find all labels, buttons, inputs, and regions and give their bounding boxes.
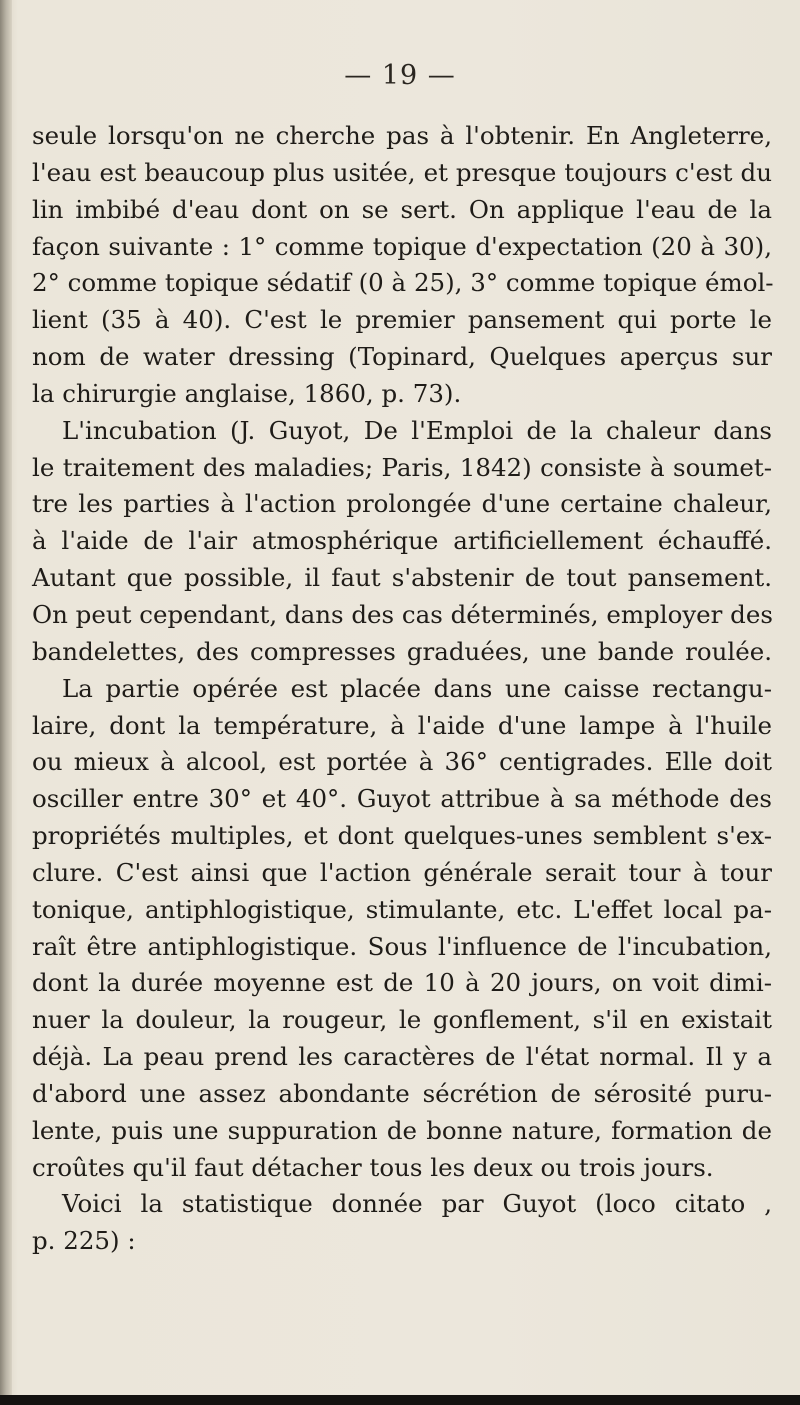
text-line: déjà. La peau prend les caractères de l'état normal. Il y a (32, 1042, 772, 1072)
text-line: le traitement des maladies; Paris, 1842) consiste à soumet- (32, 452, 772, 482)
text-line: Autant que possible, il faut s'abstenir de tout pansement. (32, 563, 772, 593)
text-line: La partie opérée est placée dans une caisse rectangu- (62, 673, 772, 703)
text-line: dont la durée moyenne est de 10 à 20 jours, on voit dimi- (32, 968, 772, 998)
text-line: 2° comme topique sédatif (0 à 25), 3° comme topique émol- (32, 268, 774, 298)
text-line: lin imbibé d'eau dont on se sert. On applique l'eau de la (32, 194, 772, 224)
text-line: croûtes qu'il faut détacher tous les deux ou trois jours. (32, 1152, 714, 1182)
text-line: osciller entre 30° et 40°. Guyot attribue à sa méthode des (32, 784, 772, 814)
text-line: nom de water dressing (Topinard, Quelques aperçus sur (32, 342, 772, 372)
text-line: lient (35 à 40). C'est le premier pansement qui porte le (32, 305, 772, 335)
text-line: nuer la douleur, la rougeur, le gonflement, s'il en existait (32, 1005, 772, 1035)
text-line: lente, puis une suppuration de bonne nature, formation de (32, 1115, 772, 1145)
text-line: d'abord une assez abondante sécrétion de sérosité puru- (32, 1078, 772, 1108)
text-line: On peut cependant, dans des cas déterminés, employer des (32, 599, 773, 629)
text-line: bandelettes, des compresses graduées, une bande roulée. (32, 636, 772, 666)
text-line: façon suivante : 1° comme topique d'expectation (20 à 30), (32, 231, 772, 261)
text-line: la chirurgie anglaise, 1860, p. 73). (32, 378, 462, 408)
binding-edge (0, 0, 12, 1405)
text-line: à l'aide de l'air atmosphérique artificiellement échauffé. (32, 526, 772, 556)
text-line: tre les parties à l'action prolongée d'une certaine chaleur, (32, 489, 772, 519)
page-bottom-edge (0, 1395, 800, 1405)
text-line: raît être antiphlogistique. Sous l'influence de l'incubation, (32, 931, 772, 961)
text-line: laire, dont la température, à l'aide d'une lampe à l'huile (32, 710, 772, 740)
text-line: seule lorsqu'on ne cherche pas à l'obtenir. En Angleterre, (32, 121, 772, 150)
body-text (32, 118, 772, 1260)
text-line: tonique, antiphlogistique, stimulante, etc. L'effet local pa- (32, 894, 772, 924)
text-line: propriétés multiples, et dont quelques-unes semblent s'ex- (32, 821, 772, 851)
text-line: clure. C'est ainsi que l'action générale serait tour à tour (32, 857, 772, 887)
page-number: — 19 — (344, 60, 456, 91)
text-line: p. 225) : (32, 1226, 136, 1256)
text-line: l'eau est beaucoup plus usitée, et presque toujours c'est du (32, 157, 772, 187)
text-line: ou mieux à alcool, est portée à 36° centigrades. Elle doit (32, 747, 772, 777)
text-line: L'incubation (J. Guyot, De l'Emploi de la chaleur dans (62, 415, 772, 445)
text-line: Voici la statistique donnée par Guyot (loco citato , (62, 1189, 772, 1219)
